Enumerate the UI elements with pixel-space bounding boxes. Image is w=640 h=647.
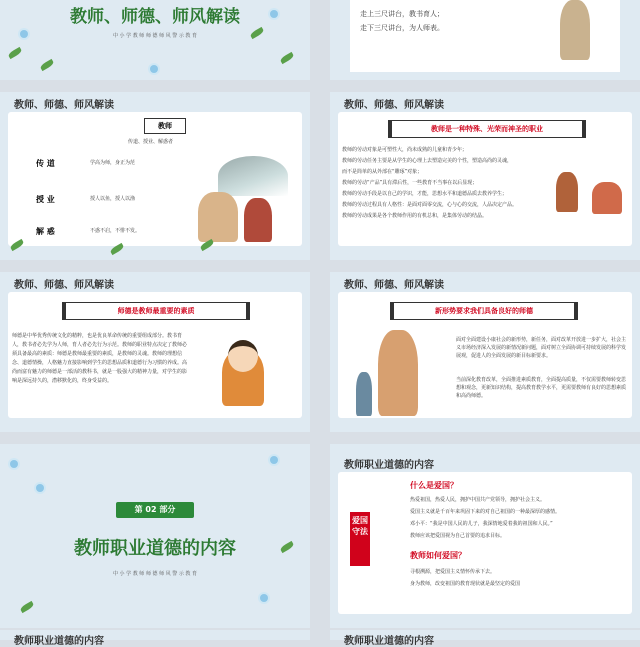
slide-4-line-2: 教师的劳动任务主要是从学生的心理上去塑造完美的个性，塑造高尚的灵魂， [342, 158, 513, 164]
slide-2-line-1: 走上三尺讲台，教书育人； [360, 10, 444, 18]
slide-6-title: 教师、师德、师风解读 [344, 280, 444, 291]
row-2-text: 授人以鱼，授人以渔 [90, 196, 136, 202]
slide-5-banner: 师德是教师最重要的素质 [62, 302, 250, 320]
slide-7-subtitle: 中 小 学 教 师 师 德 师 风 警 示 教 育 [112, 571, 198, 577]
slide-3[interactable] [0, 92, 310, 260]
slide-1-title: 教师、师德、师风解读 [70, 7, 240, 27]
slide-5-paragraph: 师德是中华优秀传统文化的精粹，也是优良革命传统的重要组成部分。教书育人，教书者必先学为人师，育人者必先行为示范。教师的职业特点决定了教师必须具备最高的素质：师德是教师最重要的素质，是教师的灵魂。教师的理想信念、道德情操，人格魅力直接影响到学生的思想品质和道德行为习惯的养成。高尚而富有魅力的师德是一部活的教科书，就是一股强大的精神力量，对学生的影响是深远持久的，潜移默化的，终身受益的。 [12, 333, 188, 384]
q2-item-1: 寻根溯源，把爱国主义情怀传承下去。 [410, 569, 496, 575]
slide-4-banner: 教师是一种特殊、光荣而神圣的职业 [388, 120, 586, 138]
slide-6-panel [338, 292, 632, 418]
teacher-tagline: 传道、授业、解惑者 [128, 139, 174, 145]
slide-5-title: 教师、师德、师风解读 [14, 280, 114, 291]
row-3-label: 解 惑 [36, 227, 55, 236]
slide-4-line-7: 教师的劳动成果是各个教师作用的有机总和，是集体劳动的结晶。 [342, 213, 488, 219]
slide-9-title: 教师职业道德的内容 [14, 636, 104, 647]
slide-2-line-2: 走下三尺讲台，为人师表。 [360, 24, 444, 32]
student-illustration [244, 198, 272, 242]
slide-6-bullet-2: 当前深化教育改革，全面推进素质教育，全面提高质量，不仅需要教师转变思想和观念，更新知识结构，提高教育教学水平，更需要教师有良好的思想素质和高尚师德。 [456, 377, 627, 399]
teacher-badge: 教师 [144, 118, 186, 134]
slide-3-panel [8, 112, 302, 246]
slide-1[interactable] [0, 0, 310, 80]
slide-6-banner: 新形势要求我们具备良好的师德 [390, 302, 578, 320]
flower-icon [260, 594, 268, 602]
slide-4-line-5: 教师的劳动手段是以自己的学识，才能，思想水平和道德品质去教养学生； [342, 191, 508, 197]
slide-5[interactable] [0, 272, 310, 432]
slide-5-panel [8, 292, 302, 418]
q1-item-2: 爱国主义就是千百年来巩固下来的对自己祖国的一种最深厚的感情。 [410, 509, 561, 515]
slide-4-panel [338, 112, 632, 246]
slide-1-subtitle: 中 小 学 教 师 师 德 师 风 警 示 教 育 [112, 33, 198, 39]
child-head-illustration [228, 340, 258, 372]
flower-icon [10, 460, 18, 468]
slide-4-line-1: 教师的劳动对象是可塑性大，尚未成熟的儿童和青少年； [342, 147, 468, 153]
students-figure-illustration [592, 182, 622, 214]
disciple-illustration [356, 372, 372, 416]
vertical-label: 爱国守法 [350, 512, 370, 566]
ancient-scholar-illustration [560, 0, 590, 60]
leaf-icon [7, 47, 22, 59]
slide-2[interactable] [330, 0, 640, 80]
q1-item-1: 热爱祖国，热爱人民，拥护中国共产党领导，拥护社会主义。 [410, 497, 546, 503]
row-3-text: 不惑不启，不悱不发。 [90, 228, 141, 234]
slide-6-bullet-1: 面对全面建设小康社会的新形势，新任务，面对改革开放进一步扩大，社会主义市场经济深入发展的新情况新问题，面对树立全面协调可持续发展的科学发展观，促进人的全面发展的新目标新要求。 [456, 337, 627, 359]
slide-6[interactable] [330, 272, 640, 432]
question-2: 教师如何爱国？ [410, 551, 466, 560]
flower-icon [20, 30, 28, 38]
slide-3-title: 教师、师德、师风解读 [14, 100, 114, 111]
confucius-illustration [378, 330, 418, 416]
flower-icon [270, 10, 278, 18]
q1-item-3: 邓小平：“我是中国人民的儿子，我深情地爱着我的祖国和人民。” [410, 521, 553, 527]
teacher-student-illustration [198, 192, 238, 242]
slide-8[interactable] [330, 444, 640, 628]
row-1-text: 学高为师，身正为范 [90, 160, 136, 166]
mountain-illustration [218, 156, 288, 196]
slide-8-panel [338, 472, 632, 614]
slide-7[interactable] [0, 444, 310, 628]
leaf-icon [39, 59, 54, 71]
slide-4-line-4: 教师的劳动“产品”具有滞后性，一些教育不当事在以后显现； [342, 180, 478, 186]
slide-4-line-6: 教师的劳动过程具有人格性：是面对面零交流，心与心的交流，人品决定产品。 [342, 202, 518, 208]
slide-4-title: 教师、师德、师风解读 [344, 100, 444, 111]
slide-4-line-3: 而不是简单的从外部在“雕琢”对象； [342, 169, 423, 175]
flower-icon [270, 456, 278, 464]
q1-item-4: 教师应该把爱国视为自己首要的追求目标。 [410, 533, 506, 539]
slide-10-title: 教师职业道德的内容 [344, 636, 434, 647]
flower-icon [150, 65, 158, 73]
slide-10[interactable] [330, 630, 640, 647]
slide-4[interactable] [330, 92, 640, 260]
leaf-icon [279, 52, 294, 64]
q2-item-2: 身为教师，改变祖国的教育现状就是最坚定的爱国 [410, 581, 521, 587]
leaf-icon [19, 601, 34, 613]
teacher-figure-illustration [556, 172, 578, 212]
slide-8-title: 教师职业道德的内容 [344, 460, 434, 471]
flower-icon [36, 484, 44, 492]
slide-7-title: 教师职业道德的内容 [74, 538, 236, 559]
row-2-label: 授 业 [36, 195, 55, 204]
slide-2-panel [350, 0, 620, 72]
question-1: 什么是爱国？ [410, 481, 458, 490]
slide-9[interactable] [0, 630, 310, 647]
row-1-label: 传 道 [36, 159, 55, 168]
section-badge: 第 02 部分 [116, 502, 194, 518]
